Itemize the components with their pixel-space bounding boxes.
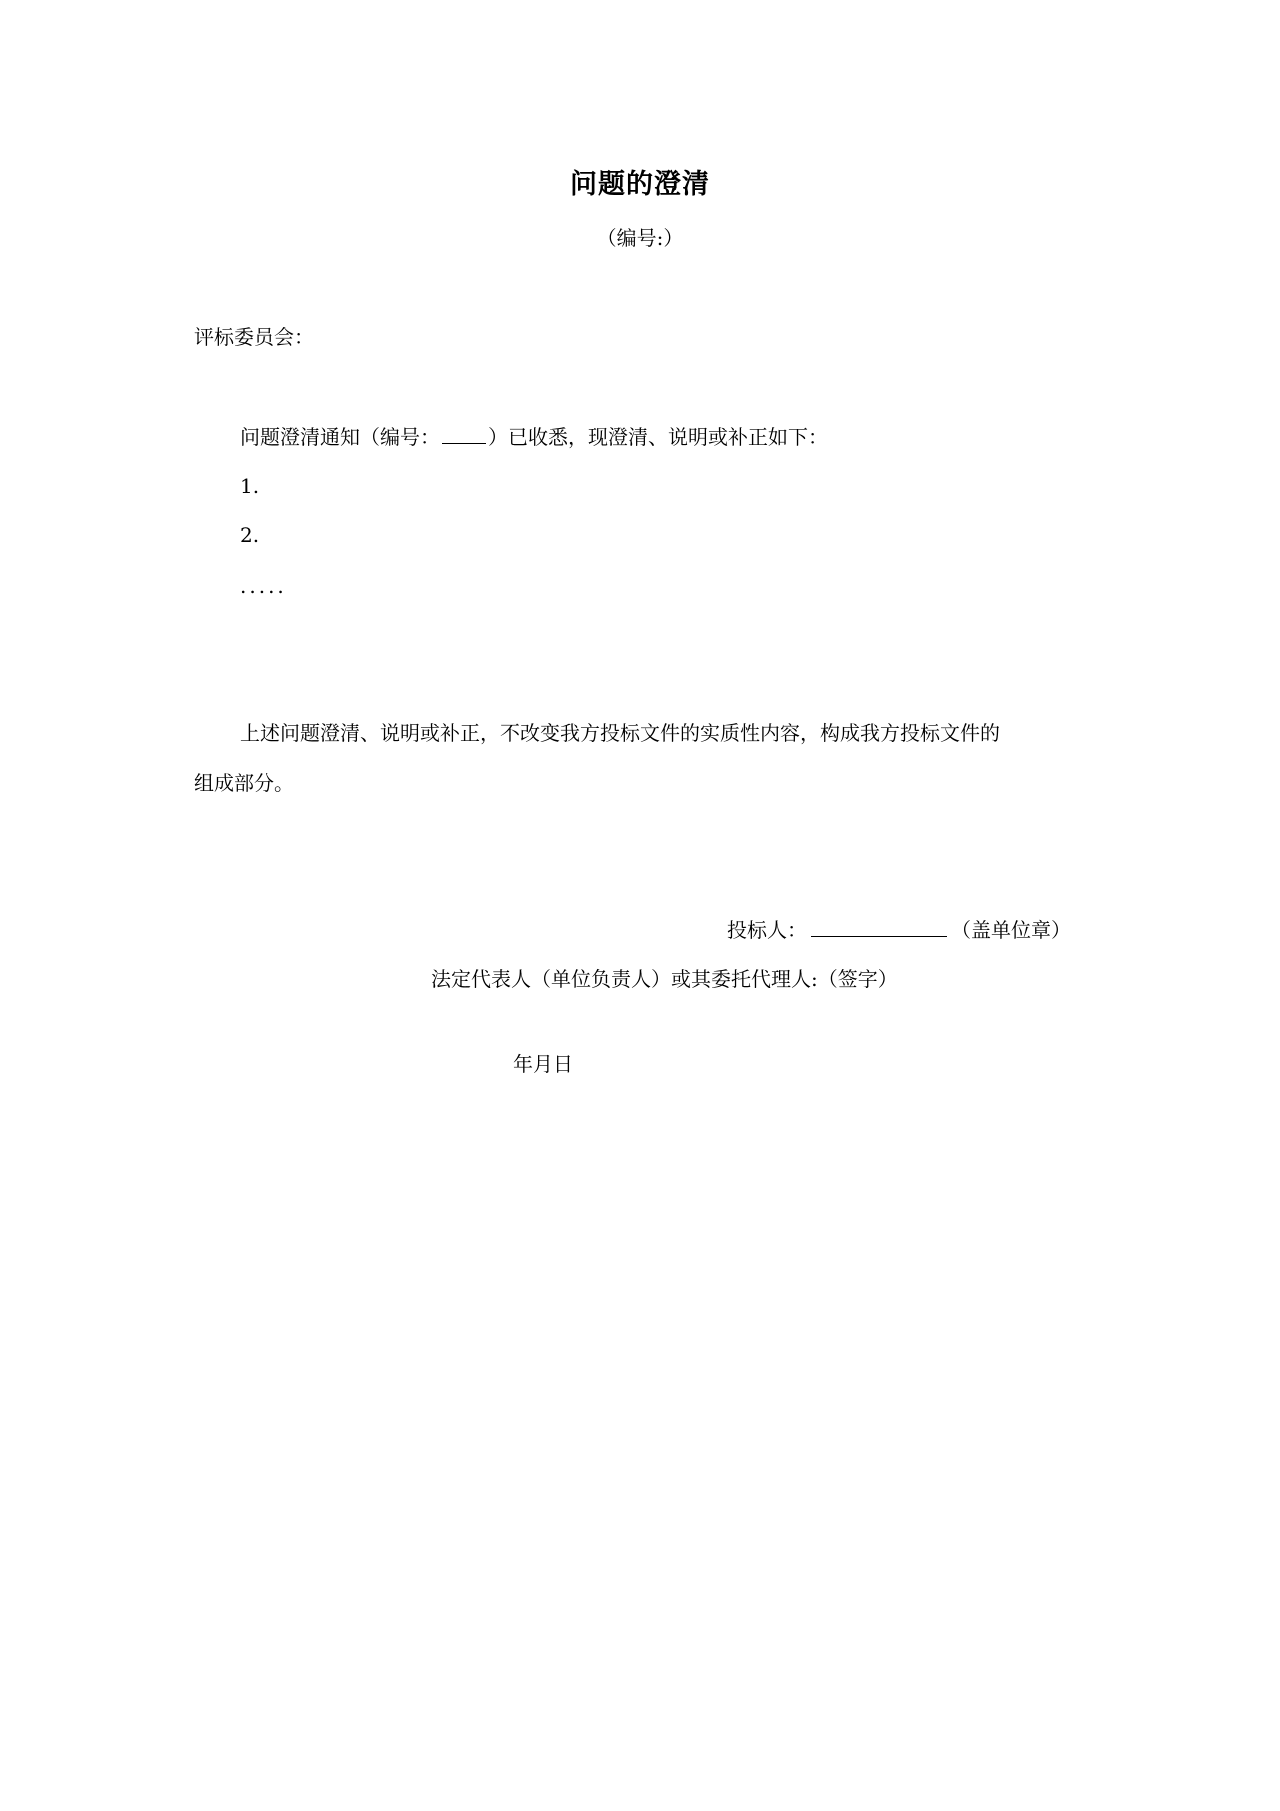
document-number-line: （编号:） [596, 226, 684, 250]
bidder-signature-line [727, 916, 1071, 944]
bidder-name-blank [811, 916, 947, 937]
bidder-seal-note: （盖单位章） [951, 918, 1071, 942]
statement-paragraph-line-2: 组成部分。 [194, 771, 294, 795]
list-ellipsis: ..... [240, 574, 287, 598]
representative-signature-line: 法定代表人（单位负责人）或其委托代理人:（签字） [431, 967, 898, 991]
statement-paragraph-line-1: 上述问题澄清、说明或补正，不改变我方投标文件的实质性内容，构成我方投标文件的 [240, 721, 1000, 745]
list-item: 1. [240, 474, 260, 498]
bidder-label: 投标人： [727, 918, 807, 942]
intro-text-after: ）已收悉，现澄清、说明或补正如下： [488, 425, 828, 449]
date-line: 年月日 [513, 1052, 573, 1076]
intro-text-before: 问题澄清通知（编号： [240, 425, 440, 449]
intro-line [240, 423, 828, 451]
addressee: 评标委员会： [194, 325, 314, 349]
document-title: 问题的澄清 [570, 169, 710, 200]
list-item: 2. [240, 523, 260, 547]
notice-number-blank [442, 423, 486, 444]
